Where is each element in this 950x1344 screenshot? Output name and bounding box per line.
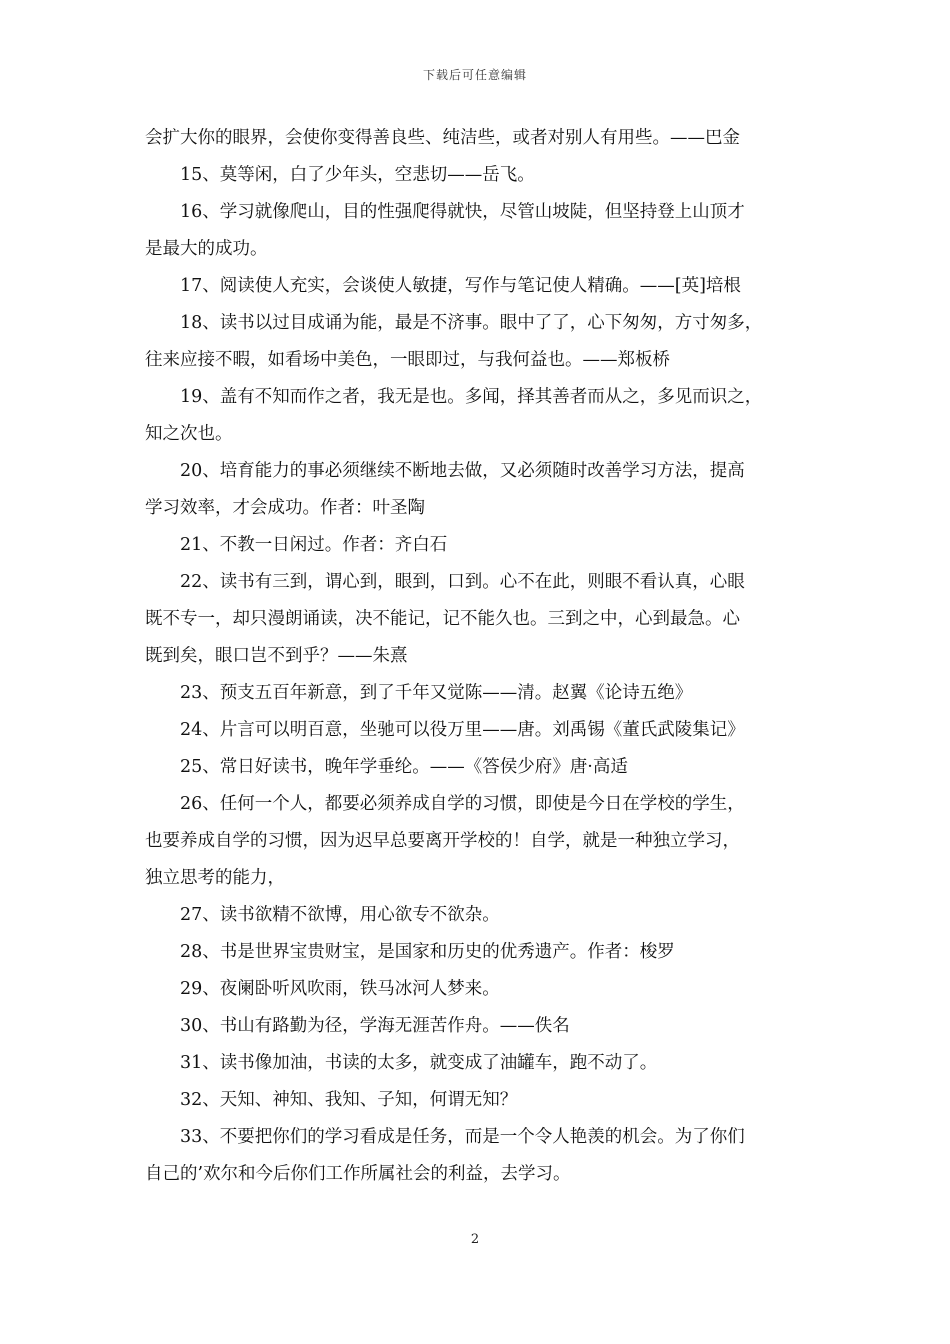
text-line: 20、培育能力的事必须继续不断地去做，又必须随时改善学习方法，提高 [180,461,745,481]
text-line: 29、夜阑卧听风吹雨，铁马冰河人梦来。 [180,979,500,999]
text-line: 33、不要把你们的学习看成是任务，而是一个令人艳羡的机会。为了你们 [180,1127,745,1147]
text-line: 28、书是世界宝贵财宝，是国家和历史的优秀遗产。作者：梭罗 [180,942,675,962]
text-line: 24、片言可以明百意，坐驰可以役万里——唐。刘禹锡《董氏武陵集记》 [180,720,745,740]
text-line: 16、学习就像爬山，目的性强爬得就快，尽管山坡陡，但坚持登上山顶才 [180,202,745,222]
document-body [145,120,810,1193]
text-line: 26、任何一个人，都要必须养成自学的习惯，即使是今日在学校的学生， [180,794,745,814]
text-line: 也要养成自学的习惯，因为迟早总要离开学校的！自学，就是一种独立学习， [145,831,740,851]
text-line: 独立思考的能力， [145,868,285,888]
text-line: 17、阅读使人充实，会谈使人敏捷，写作与笔记使人精确。——[英]培根 [180,276,741,296]
text-line: 是最大的成功。 [145,239,268,259]
text-line: 会扩大你的眼界，会使你变得善良些、纯洁些，或者对别人有用些。——巴金 [145,128,740,148]
page-header-note: 下载后可任意编辑 [422,68,527,82]
text-line: 30、书山有路勤为径，学海无涯苦作舟。——佚名 [180,1016,570,1036]
text-line: 32、天知、神知、我知、子知，何谓无知？ [180,1090,518,1110]
text-line: 既不专一，却只漫朗诵读，决不能记，记不能久也。三到之中，心到最急。心 [145,609,740,629]
text-line: 23、预支五百年新意，到了千年又觉陈——清。赵翼《论诗五绝》 [180,683,693,703]
text-line: 既到矣，眼口岂不到乎？——朱熹 [145,646,408,666]
text-line: 18、读书以过目成诵为能，最是不济事。眼中了了，心下匆匆，方寸匆多， [180,313,763,333]
text-line: 31、读书像加油，书读的太多，就变成了油罐车，跑不动了。 [180,1053,658,1073]
text-line: 22、读书有三到，谓心到，眼到，口到。心不在此，则眼不看认真，心眼 [180,572,745,592]
text-line: 21、不教一日闲过。作者：齐白石 [180,535,448,555]
text-line: 自己的’欢尔和今后你们工作所属社会的利益，去学习。 [145,1164,571,1184]
text-line: 知之次也。 [145,424,233,444]
text-line: 15、莫等闲，白了少年头，空悲切——岳飞。 [180,165,535,185]
text-line: 19、盖有不知而作之者，我无是也。多闻，择其善者而从之，多见而识之， [180,387,763,407]
text-line: 25、常日好读书，晚年学垂纶。——《答侯少府》唐·高适 [180,757,628,777]
text-line: 学习效率，才会成功。作者：叶圣陶 [145,498,425,518]
page-number: 2 [470,1232,480,1247]
text-line: 27、读书欲精不欲博，用心欲专不欲杂。 [180,905,500,925]
text-line: 往来应接不暇，如看场中美色，一眼即过，与我何益也。——郑板桥 [145,350,670,370]
